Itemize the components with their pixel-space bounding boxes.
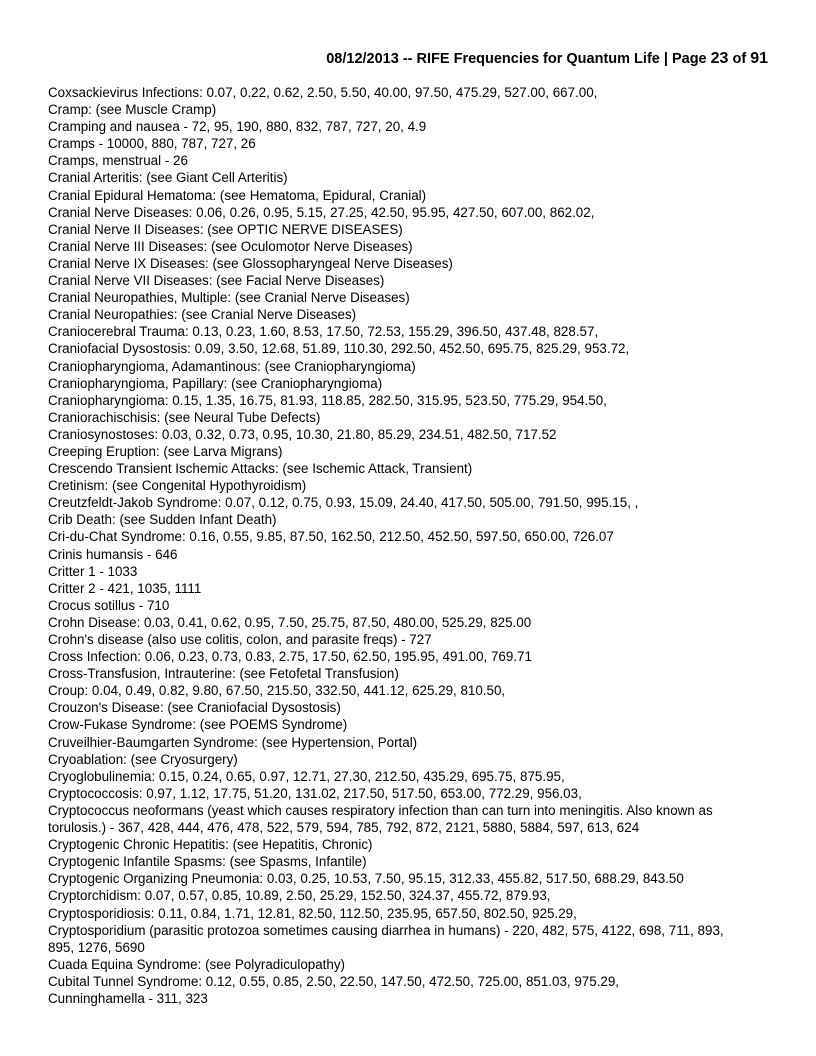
entry: Cranial Nerve Diseases: 0.06, 0.26, 0.95, 5.15, 27.25, 42.50, 95.95, 427.50, 607.00, 862.02,: [48, 204, 595, 220]
entry: Craniofacial Dysostosis: 0.09, 3.50, 12.68, 51.89, 110.30, 292.50, 452.50, 695.75, 825.29, 953.72,: [48, 341, 630, 357]
entry: Craniopharyngioma, Papillary: (see Craniopharyngioma): [48, 375, 383, 391]
entry: Cross-Transfusion, Intrauterine: (see Fetofetal Transfusion): [48, 666, 399, 682]
entry: Cramps - 10000, 880, 787, 727, 26: [48, 136, 256, 152]
entry: Cri-du-Chat Syndrome: 0.16, 0.55, 9.85, 87.50, 162.50, 212.50, 452.50, 597.50, 650.00, 726.07: [48, 529, 614, 545]
header-date: 08/12/2013: [326, 51, 399, 67]
entry: Cryptogenic Infantile Spasms: (see Spasms, Infantile): [48, 854, 367, 870]
entry: Crohn Disease: 0.03, 0.41, 0.62, 0.95, 7.50, 25.75, 87.50, 480.00, 525.29, 825.00: [48, 614, 532, 630]
entry: Cryptosporidiosis: 0.11, 0.84, 1.71, 12.81, 82.50, 112.50, 235.95, 657.50, 802.50, 925.29,: [48, 905, 577, 921]
entry: Cryptosporidium (parasitic protozoa sometimes causing diarrhea in humans) - 220, 482, 575, 4122, 698, 711, 893, 895, 1276, 5690: [48, 922, 724, 955]
entry: Craniosynostoses: 0.03, 0.32, 0.73, 0.95, 10.30, 21.80, 85.29, 234.51, 482.50, 717.52: [48, 426, 557, 442]
entry: Craniopharyngioma: 0.15, 1.35, 16.75, 81.93, 118.85, 282.50, 315.95, 523.50, 775.29, 954.50,: [48, 392, 607, 408]
entry: Crocus sotillus - 710: [48, 597, 170, 613]
entry: Cranial Nerve II Diseases: (see OPTIC NERVE DISEASES): [48, 221, 403, 237]
header-total-pages: 91: [750, 50, 768, 67]
frequency-list: [48, 84, 748, 1007]
entry: Cryptogenic Chronic Hepatitis: (see Hepatitis, Chronic): [48, 837, 373, 853]
entry: Creeping Eruption: (see Larva Migrans): [48, 443, 283, 459]
entry: Cranial Arteritis: (see Giant Cell Arteritis): [48, 170, 288, 186]
entry: Craniopharyngioma, Adamantinous: (see Craniopharyngioma): [48, 358, 416, 374]
entry: Crow-Fukase Syndrome: (see POEMS Syndrome): [48, 717, 348, 733]
entry: Cruveilhier-Baumgarten Syndrome: (see Hypertension, Portal): [48, 734, 418, 750]
header-separator: --: [398, 51, 417, 67]
entry: Cryptococcosis: 0.97, 1.12, 17.75, 51.20, 131.02, 217.50, 517.50, 653.00, 772.29, 956.03,: [48, 785, 582, 801]
entry: Cranial Epidural Hematoma: (see Hematoma, Epidural, Cranial): [48, 187, 427, 203]
entry: Crib Death: (see Sudden Infant Death): [48, 512, 277, 528]
entry: Cross Infection: 0.06, 0.23, 0.73, 0.83, 2.75, 17.50, 62.50, 195.95, 491.00, 769.71: [48, 649, 532, 665]
header-title: RIFE Frequencies for Quantum Life: [416, 51, 660, 67]
entry: Coxsackievirus Infections: 0.07, 0.22, 0.62, 2.50, 5.50, 40.00, 97.50, 475.29, 527.00, 667.00,: [48, 85, 598, 100]
entry: Croup: 0.04, 0.49, 0.82, 9.80, 67.50, 215.50, 332.50, 441.12, 625.29, 810.50,: [48, 683, 506, 699]
header-of-label: of: [728, 51, 751, 67]
entry: Cramps, menstrual - 26: [48, 153, 188, 169]
header-divider: |: [659, 51, 672, 67]
entry: Cretinism: (see Congenital Hypothyroidism): [48, 478, 307, 494]
entry: Cryoablation: (see Cryosurgery): [48, 751, 238, 767]
entry: Cryoglobulinemia: 0.15, 0.24, 0.65, 0.97, 12.71, 27.30, 212.50, 435.29, 695.75, 875.95,: [48, 768, 565, 784]
entry: Cramp: (see Muscle Cramp): [48, 102, 217, 118]
header-page-number: 23: [710, 50, 729, 67]
entry: Critter 1 - 1033: [48, 563, 138, 579]
page-header: [326, 50, 768, 68]
entry: Cramping and nausea - 72, 95, 190, 880, 832, 787, 727, 20, 4.9: [48, 119, 427, 135]
entry: Crouzon's Disease: (see Craniofacial Dysostosis): [48, 700, 341, 716]
entry: Cubital Tunnel Syndrome: 0.12, 0.55, 0.85, 2.50, 22.50, 147.50, 472.50, 725.00, 851.03, 975.29,: [48, 973, 620, 989]
entry: Cryptorchidism: 0.07, 0.57, 0.85, 10.89, 2.50, 25.29, 152.50, 324.37, 455.72, 879.93,: [48, 888, 551, 904]
header-page-label: Page: [671, 51, 711, 67]
entry: Cranial Nerve VII Diseases: (see Facial Nerve Diseases): [48, 273, 385, 289]
entry: Crinis humansis - 646: [48, 546, 178, 562]
entry: Cranial Nerve IX Diseases: (see Glossopharyngeal Nerve Diseases): [48, 255, 453, 271]
entry: Cryptococcus neoformans (yeast which causes respiratory infection than can turn into meningitis. Also known as torulosis.) - 367, 428, 444, 476, 478, 522, 579, 594, 785, 792, 872, 2121, 5880, 5884, 597, 613, 624: [48, 802, 713, 836]
entry: Crescendo Transient Ischemic Attacks: (see Ischemic Attack, Transient): [48, 461, 473, 477]
entry: Cuada Equina Syndrome: (see Polyradiculopathy): [48, 956, 345, 972]
entry: Creutzfeldt-Jakob Syndrome: 0.07, 0.12, 0.75, 0.93, 15.09, 24.40, 417.50, 505.00, 791.50, 995.15, ,: [48, 495, 639, 511]
entry: Cryptogenic Organizing Pneumonia: 0.03, 0.25, 10.53, 7.50, 95.15, 312.33, 455.82, 517.50, 688.29, 843.50: [48, 871, 684, 887]
entry: Critter 2 - 421, 1035, 1111: [48, 580, 202, 596]
entry: Cranial Neuropathies, Multiple: (see Cranial Nerve Diseases): [48, 290, 410, 306]
entry: Crohn's disease (also use colitis, colon, and parasite freqs) - 727: [48, 632, 432, 647]
entry: Cranial Neuropathies: (see Cranial Nerve Diseases): [48, 307, 357, 323]
entry: Craniorachischisis: (see Neural Tube Defects): [48, 409, 321, 425]
entry: Cunninghamella - 311, 323: [48, 990, 208, 1006]
entry: Cranial Nerve III Diseases: (see Oculomotor Nerve Diseases): [48, 238, 413, 254]
entry: Craniocerebral Trauma: 0.13, 0.23, 1.60, 8.53, 17.50, 72.53, 155.29, 396.50, 437.48, 828.57,: [48, 324, 599, 340]
